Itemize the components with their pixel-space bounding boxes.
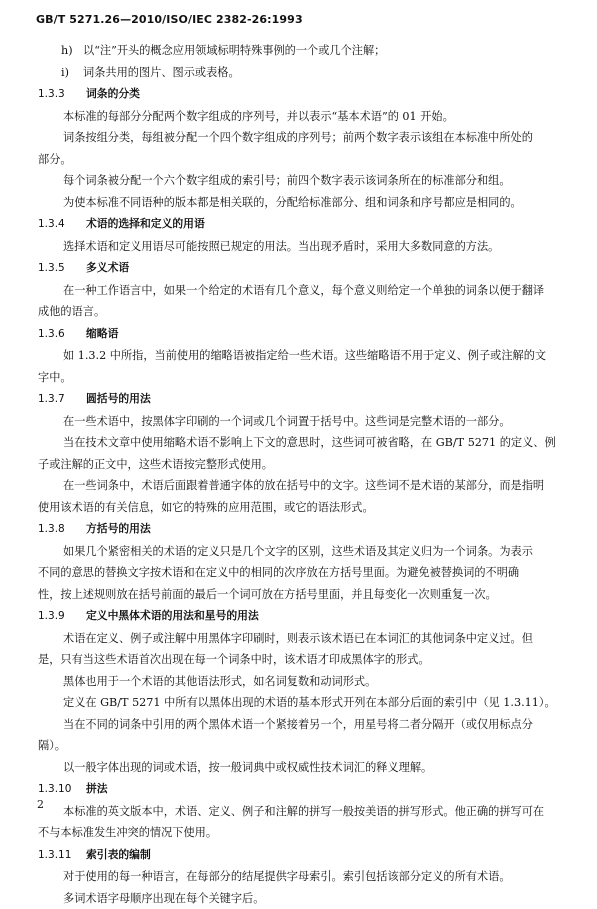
section-heading — [38, 213, 568, 236]
section-title: 多义术语 — [86, 261, 129, 274]
section-heading — [38, 778, 568, 801]
section-number: 1.3.10 — [38, 779, 86, 801]
section-number: 1.3.4 — [38, 214, 86, 236]
paragraph-line: 本标准的每部分分配两个数字组成的序列号，并以表示“基本术语”的 01 开始。 — [38, 106, 568, 128]
paragraph-line: 在一些术语中，按黑体字印刷的一个词或几个词置于括号中。这些词是完整术语的一部分。 — [38, 411, 568, 433]
paragraph-line: 以一般字体出现的词或术语，按一般词典中或权威性技术词汇的释义理解。 — [38, 757, 568, 779]
paragraph-line: 术语在定义、例子或注解中用黑体字印刷时，则表示该术语已在本词汇的其他词条中定义过。但 — [38, 628, 568, 650]
paragraph-continuation-line: 性，按上述规则放在括号前面的最后一个词可放在方括号里面，并且每变化一次则重复一次。 — [38, 584, 568, 606]
section-heading — [38, 83, 568, 106]
paragraph-line: 多词术语字母顺序出现在每个关键字后。 — [38, 888, 568, 909]
section-heading — [38, 323, 568, 346]
paragraph-line: 本标准的英文版本中，术语、定义、例子和注解的拼写一般按美语的拼写形式。他正确的拼写可在 — [38, 801, 568, 823]
paragraph-line: 当在技术文章中使用缩略术语不影响上下文的意思时，这些词可被省略，在 GB/T 5271 的定义、例 — [38, 432, 568, 454]
paragraph-continuation-line: 使用该术语的有关信息，如它的特殊的应用范围，或它的语法形式。 — [38, 497, 568, 519]
section-title: 圆括号的用法 — [86, 392, 151, 405]
section-number: 1.3.3 — [38, 84, 86, 106]
section-number: 1.3.7 — [38, 389, 86, 411]
paragraph-continuation-line: 隔）。 — [38, 735, 568, 757]
paragraph-continuation-line: 不同的意思的替换文字按术语和在定义中的相同的次序放在方括号里面。为避免被替换词的不明确 — [38, 562, 568, 584]
section-title: 定义中黑体术语的用法和星号的用法 — [86, 609, 259, 622]
section-title: 索引表的编制 — [86, 848, 151, 861]
paragraph-continuation-line: 字中。 — [38, 367, 568, 389]
section-heading — [38, 388, 568, 411]
section-title: 术语的选择和定义的用语 — [86, 217, 205, 230]
paragraph-continuation-line: 是，只有当这些术语首次出现在每一个词条中时，该术语才印成黑体字的形式。 — [38, 649, 568, 671]
section-heading — [38, 257, 568, 280]
paragraph-continuation-line: 成他的语言。 — [38, 301, 568, 323]
paragraph-line: 在一种工作语言中，如果一个给定的术语有几个意义，每个意义则给定一个单独的词条以便于翻译 — [38, 280, 568, 302]
paragraph-line: 如 1.3.2 中所指，当前使用的缩略语被指定给一些术语。这些缩略语不用于定义、例子或注解的文 — [38, 345, 568, 367]
list-item-text: 词条共用的图片、图示或表格。 — [83, 66, 240, 79]
section-number: 1.3.5 — [38, 258, 86, 280]
paragraph-line: 黑体也用于一个术语的其他语法形式，如名词复数和动词形式。 — [38, 671, 568, 693]
section-number: 1.3.8 — [38, 519, 86, 541]
section-heading — [38, 844, 568, 867]
paragraph-continuation-line: 不与本标准发生冲突的情况下使用。 — [38, 822, 568, 844]
paragraph-line: 词条按组分类，每组被分配一个四个数字组成的序列号；前两个数字表示该组在本标准中所处的 — [38, 127, 568, 149]
paragraph-line: 定义在 GB/T 5271 中所有以黑体出现的术语的基本形式开列在本部分后面的索引中（见 1.3.11）。 — [38, 692, 568, 714]
section-number: 1.3.6 — [38, 324, 86, 346]
paragraph-line: 每个词条被分配一个六个数字组成的索引号；前四个数字表示该词条所在的标准部分和组。 — [38, 170, 568, 192]
list-item-marker: i) — [61, 62, 83, 84]
paragraph-continuation-line: 子或注解的正文中，这些术语按完整形式使用。 — [38, 454, 568, 476]
section-heading — [38, 605, 568, 628]
list-item — [38, 62, 568, 84]
section-number: 1.3.11 — [38, 845, 86, 867]
section-title: 词条的分类 — [86, 87, 140, 100]
paragraph-line: 在一些词条中，术语后面跟着普通字体的放在括号中的文字。这些词不是术语的某部分，而是指明 — [38, 475, 568, 497]
section-number: 1.3.9 — [38, 606, 86, 628]
paragraph-line: 如果几个紧密相关的术语的定义只是几个文字的区别，这些术语及其定义归为一个词条。为表示 — [38, 541, 568, 563]
page-number: 2 — [37, 798, 44, 811]
section-title: 缩略语 — [86, 327, 118, 340]
paragraph-line: 对于使用的每一种语言，在每部分的结尾提供字母索引。索引包括该部分定义的所有术语。 — [38, 866, 568, 888]
section-title: 拼法 — [86, 782, 108, 795]
list-item-text: 以“注”开头的概念应用领域标明特殊事例的一个或几个注解； — [83, 44, 385, 57]
list-item-marker: h) — [61, 40, 83, 62]
section-title: 方括号的用法 — [86, 522, 151, 535]
paragraph-line: 为使本标准不同语种的版本都是相关联的，分配给标准部分、组和词条和序号都应是相同的。 — [38, 192, 568, 214]
paragraph-line: 选择术语和定义用语尽可能按照已规定的用法。当出现矛盾时，采用大多数同意的方法。 — [38, 236, 568, 258]
paragraph-line: 当在不同的词条中引用的两个黑体术语一个紧接着另一个，用星号将二者分隔开（或仅用标点分 — [38, 714, 568, 736]
paragraph-continuation-line: 部分。 — [38, 149, 568, 171]
document-body — [38, 40, 568, 909]
section-heading — [38, 518, 568, 541]
list-item — [38, 40, 568, 62]
standard-code-header: GB/T 5271.26—2010/ISO/IEC 2382-26:1993 — [36, 13, 303, 26]
